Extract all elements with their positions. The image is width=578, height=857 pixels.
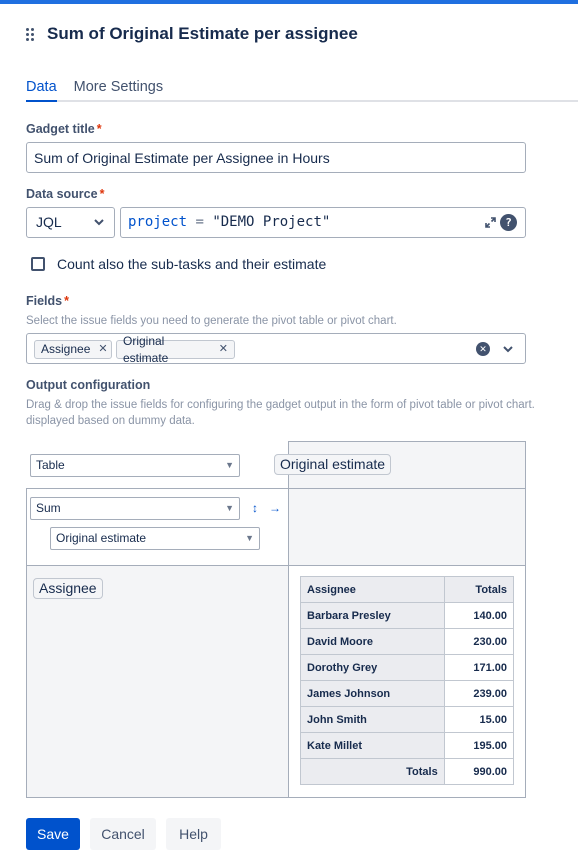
tab-data[interactable]: Data bbox=[26, 78, 57, 102]
fields-label: Fields * bbox=[26, 294, 69, 308]
row-assignee: Dorothy Grey bbox=[301, 655, 445, 681]
help-icon[interactable]: ? bbox=[500, 214, 517, 231]
output-hint-line2: displayed based on dummy data. bbox=[26, 415, 195, 427]
row-assignee: Barbara Presley bbox=[301, 603, 445, 629]
gadget-header bbox=[26, 24, 358, 44]
output-hint-line1: Drag & drop the issue fields for configuring the gadget output in the form of pivot table or pivot chart. bbox=[26, 399, 535, 411]
required-marker: * bbox=[64, 294, 69, 308]
data-source-type-value: JQL bbox=[36, 214, 62, 230]
pivot-preview-table bbox=[300, 576, 514, 785]
tab-more-settings[interactable]: More Settings bbox=[73, 79, 164, 95]
view-type-select[interactable] bbox=[30, 454, 240, 477]
jql-editor[interactable] bbox=[120, 207, 526, 238]
view-type-value: Table bbox=[36, 458, 65, 472]
totals-row bbox=[301, 759, 514, 785]
column-header-assignee: Assignee bbox=[301, 577, 445, 603]
cancel-button[interactable]: Cancel bbox=[90, 818, 156, 850]
sort-icon[interactable]: ↕ bbox=[252, 501, 258, 515]
field-chip-label: Assignee bbox=[41, 342, 91, 356]
drag-handle-icon[interactable] bbox=[26, 27, 36, 41]
dropdown-arrow-icon: ▼ bbox=[245, 533, 254, 543]
jql-keyword: project bbox=[128, 214, 188, 230]
jql-operator: = bbox=[195, 214, 204, 230]
row-assignee: Kate Millet bbox=[301, 733, 445, 759]
table-header-row bbox=[301, 577, 514, 603]
field-chip-assignee bbox=[34, 340, 112, 359]
dropdown-arrow-icon: ▼ bbox=[225, 503, 234, 513]
save-button[interactable]: Save bbox=[26, 818, 80, 850]
row-value: 15.00 bbox=[444, 707, 513, 733]
tab-bar bbox=[26, 78, 578, 102]
aggregation-field-value: Original estimate bbox=[56, 531, 147, 545]
data-source-type-select[interactable] bbox=[26, 207, 115, 238]
subtasks-checkbox[interactable] bbox=[31, 257, 45, 271]
fields-hint: Select the issue fields you need to generate the pivot table or pivot chart. bbox=[26, 315, 397, 327]
column-field-chip[interactable]: Original estimate bbox=[274, 454, 391, 475]
field-chip-original-estimate bbox=[116, 333, 235, 365]
row-value: 239.00 bbox=[444, 681, 513, 707]
table-row bbox=[301, 655, 514, 681]
fields-multiselect[interactable] bbox=[26, 333, 526, 364]
column-header-area bbox=[288, 488, 526, 566]
subtasks-checkbox-label: Count also the sub-tasks and their estimate bbox=[57, 256, 327, 272]
arrow-right-icon[interactable]: → bbox=[269, 501, 281, 515]
row-value: 140.00 bbox=[444, 603, 513, 629]
required-marker: * bbox=[96, 122, 102, 136]
jql-value: "DEMO Project" bbox=[212, 214, 331, 230]
subtasks-checkbox-row[interactable] bbox=[31, 256, 326, 272]
help-button[interactable]: Help bbox=[166, 818, 221, 850]
page-title: Sum of Original Estimate per assignee bbox=[47, 24, 358, 43]
clear-icon[interactable]: ✕ bbox=[476, 342, 490, 356]
table-row bbox=[301, 707, 514, 733]
data-source-label: Data source * bbox=[26, 187, 105, 201]
row-drop-zone[interactable] bbox=[26, 565, 289, 798]
chevron-down-icon bbox=[94, 218, 104, 226]
dropdown-arrow-icon: ▼ bbox=[225, 460, 234, 470]
column-header-totals: Totals bbox=[444, 577, 513, 603]
output-configuration-label: Output configuration bbox=[26, 378, 151, 392]
row-assignee: David Moore bbox=[301, 629, 445, 655]
row-value: 195.00 bbox=[444, 733, 513, 759]
table-row bbox=[301, 681, 514, 707]
remove-chip-icon[interactable]: ✕ bbox=[98, 343, 108, 355]
aggregation-value: Sum bbox=[36, 501, 61, 515]
row-value: 230.00 bbox=[444, 629, 513, 655]
totals-value: 990.00 bbox=[444, 759, 513, 785]
row-assignee: John Smith bbox=[301, 707, 445, 733]
field-chip-label: Original estimate bbox=[123, 333, 169, 365]
table-row bbox=[301, 603, 514, 629]
row-assignee: James Johnson bbox=[301, 681, 445, 707]
top-accent-bar bbox=[0, 0, 578, 4]
table-row bbox=[301, 733, 514, 759]
required-marker: * bbox=[99, 187, 105, 201]
row-value: 171.00 bbox=[444, 655, 513, 681]
row-field-chip[interactable]: Assignee bbox=[33, 578, 103, 599]
expand-icon[interactable] bbox=[484, 216, 497, 229]
table-row bbox=[301, 629, 514, 655]
gadget-title-input[interactable] bbox=[26, 142, 526, 173]
gadget-title-label: Gadget title * bbox=[26, 122, 102, 136]
totals-label: Totals bbox=[301, 759, 445, 785]
chevron-down-icon[interactable] bbox=[503, 345, 513, 353]
aggregation-field-select[interactable] bbox=[50, 527, 260, 550]
aggregation-select[interactable] bbox=[30, 497, 240, 520]
remove-chip-icon[interactable]: ✕ bbox=[218, 343, 228, 355]
